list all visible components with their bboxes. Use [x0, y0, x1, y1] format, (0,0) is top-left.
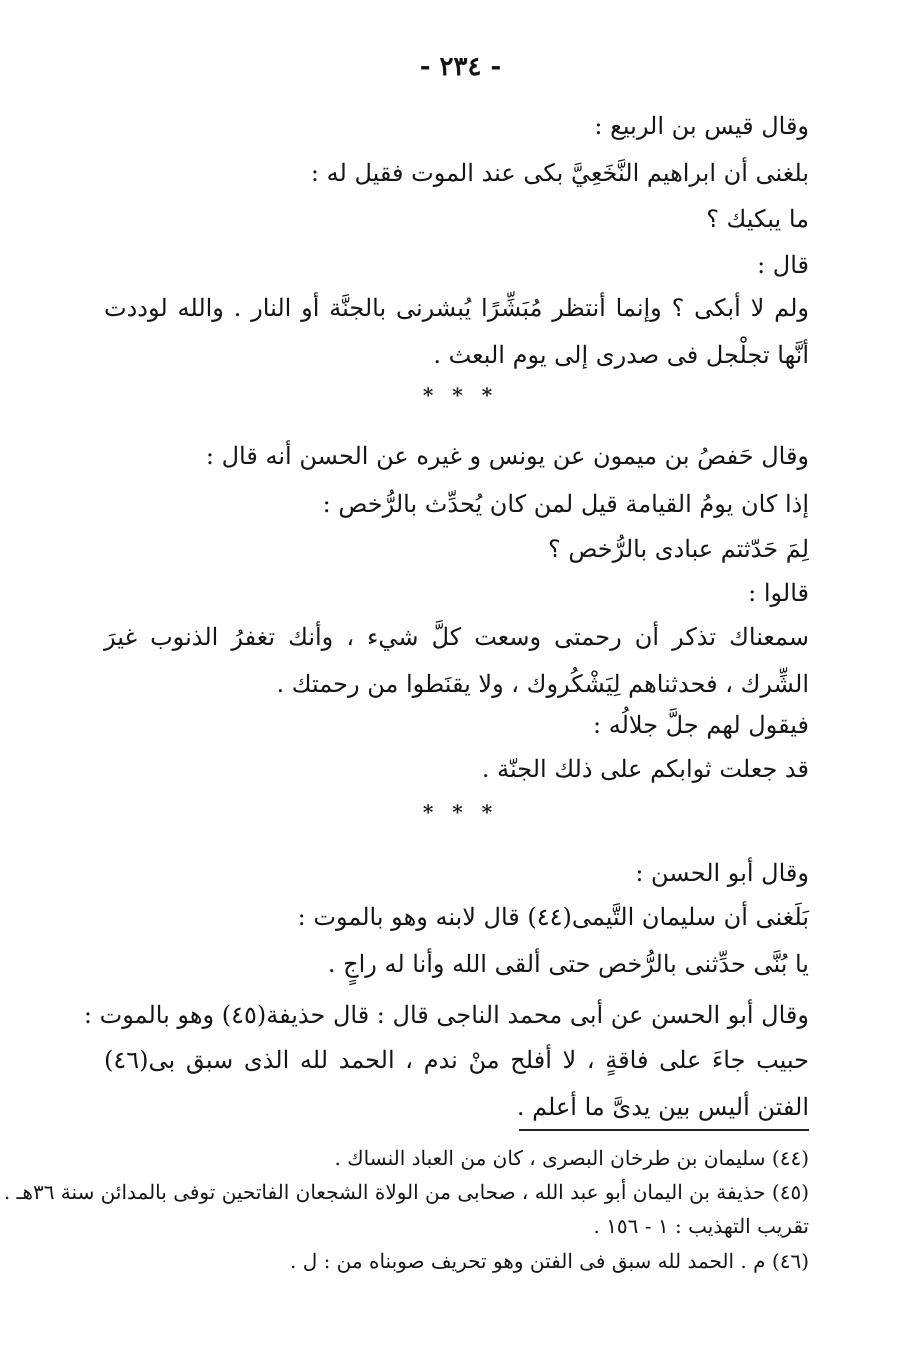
text-line: فيقول لهم جلَّ جلالُه : — [593, 711, 809, 739]
text-line: وقال أبو الحسن : — [635, 859, 809, 887]
text-line: قد جعلت ثوابكم على ذلك الجنّة . — [481, 755, 809, 783]
page-number: - ٢٣٤ - — [419, 52, 502, 82]
text-paragraph: حبيب جاءَ على فاقةٍ ، لا أفلح منْ ندم ، الحمد لله الذى سبق بى(٤٦) الفتن أليس بين يدىَّ ما أعلم . — [104, 1046, 809, 1121]
text-line: وقال حَفصُ بن ميمون عن يونس و غيره عن الحسن أنه قال : — [205, 442, 809, 470]
text-line: لِمَ حَدّثتم عبادى بالرُّخص ؟ — [548, 535, 809, 563]
text-paragraph: ولم لا أبكى ؟ وإنما أنتظر مُبَشِّرًا يُبشرنى بالجنَّة أو النار . والله لوددت أنَّها تجلْجل فى صدرى إلى يوم البعث . — [104, 294, 809, 369]
text-line: يا بُنَّى حدِّثنى بالرُّخص حتى ألقى الله وأنا له راجٍ . — [327, 950, 809, 978]
footnote: (٤٥) حذيفة بن اليمان أبو عبد الله ، صحابى من الولاة الشجعان الفاتحين توفى بالمدائن سنة ٣٦هـ . — [3, 1180, 809, 1204]
text-line: قالوا : — [748, 579, 809, 607]
footnote: تقريب التهذيب : ١ - ١٥٦ . — [593, 1214, 809, 1238]
text-paragraph: سمعناك تذكر أن رحمتى وسعت كلَّ شيء ، وأنك تغفرُ الذنوب غيرَ الشِّرك ، فحدثناهم لِيَشْكُروك ، ولا يقنَطوا من رحمتك . — [104, 623, 809, 698]
text-line: بلغنى أن ابراهيم النَّخَعِيَّ بكى عند الموت فقيل له : — [310, 159, 809, 187]
text-line: ما يبكيك ؟ — [706, 205, 809, 233]
text-line: إذا كان يومُ القيامة قيل لمن كان يُحدِّث بالرُّخص : — [322, 490, 809, 518]
section-separator: * * * — [422, 800, 499, 824]
footnote: (٤٤) سليمان بن طرخان البصرى ، كان من العباد النساك . — [334, 1146, 809, 1170]
text-line: قال : — [757, 251, 809, 279]
footnote-divider — [519, 1129, 809, 1131]
text-line: وقال قيس بن الربيع : — [594, 112, 809, 140]
text-line: وقال أبو الحسن عن أبى محمد الناجى قال : قال حذيفة(٤٥) وهو بالموت : — [83, 1001, 809, 1029]
text-line: بَلَغنى أن سليمان التَّيمى(٤٤) قال لابنه وهو بالموت : — [297, 903, 809, 931]
section-separator: * * * — [422, 383, 499, 407]
footnote: (٤٦) م . الحمد لله سبق فى الفتن وهو تحريف صوبناه من : ل . — [289, 1249, 809, 1273]
